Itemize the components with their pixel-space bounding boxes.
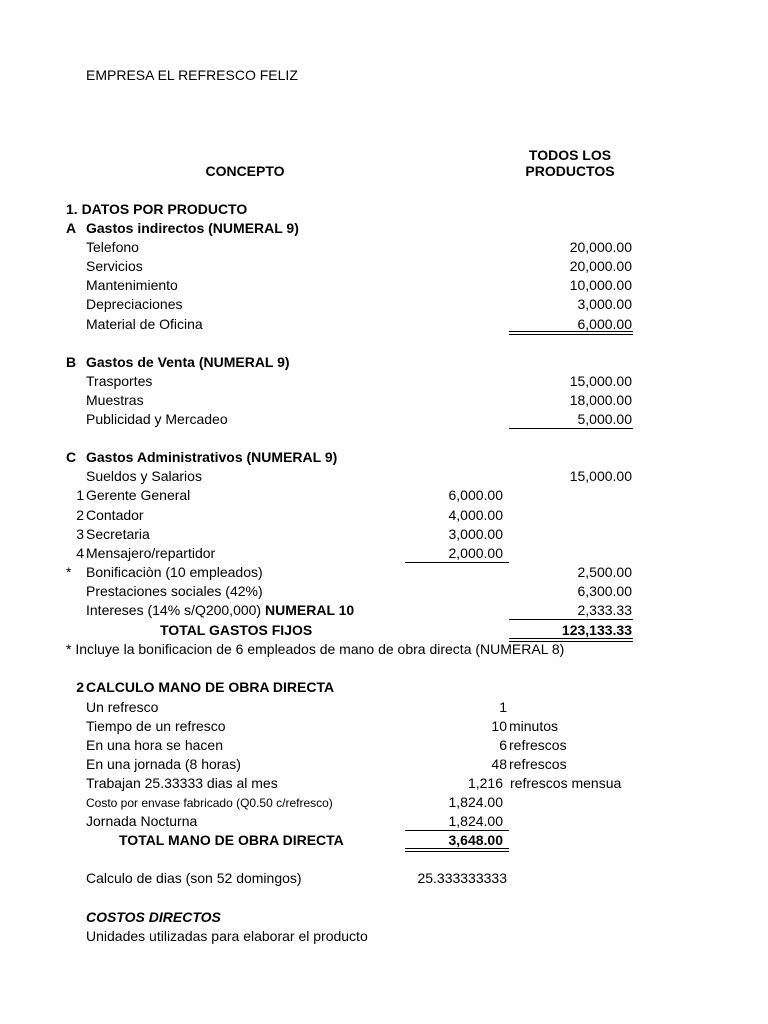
mod-row-value: 1: [499, 699, 507, 715]
calculo-dias-value: 25.333333333: [417, 870, 507, 886]
subC-title: Gastos Administrativos (NUMERAL 9): [86, 449, 338, 465]
costos-directos-subtitle: Unidades utilizadas para elaborar el producto: [86, 928, 368, 944]
costo-envase-label: Costo por envase fabricado (Q0.50 c/refresco): [86, 796, 333, 810]
subA-item-label: Mantenimiento: [86, 277, 178, 293]
staff-num: 4: [76, 545, 84, 561]
staff-num: 3: [76, 526, 84, 542]
total-gastos-fijos-label: TOTAL GASTOS FIJOS: [160, 622, 313, 638]
subA-item-label: Depreciaciones: [86, 296, 183, 312]
subB-letter: B: [66, 354, 77, 370]
mod-row-label: Un refresco: [86, 699, 159, 715]
mod-row-label: Tiempo de un refresco: [86, 718, 226, 734]
mod-row-unit: refrescos mensua: [510, 775, 622, 791]
page-title: EMPRESA EL REFRESCO FELIZ: [86, 67, 298, 83]
mod-subtotal-rule: [405, 830, 509, 831]
mod-row-unit: refrescos: [509, 737, 567, 753]
total-mod-rule: [405, 848, 509, 852]
intereses-row: [86, 602, 354, 618]
sueldos-label: Sueldos y Salarios: [86, 468, 202, 484]
subB-title: Gastos de Venta (NUMERAL 9): [86, 354, 290, 370]
costos-directos-title: COSTOS DIRECTOS: [86, 909, 221, 925]
subA-item-value: 20,000.00: [569, 239, 632, 255]
subA-title: Gastos indirectos (NUMERAL 9): [86, 220, 299, 236]
intereses-value: 2,333.33: [577, 602, 632, 618]
mod-row-value: 6: [499, 737, 507, 753]
subA-item-value: 6,000.00: [577, 316, 632, 332]
subB-item-value: 5,000.00: [577, 411, 632, 427]
staff-label: Gerente General: [86, 487, 191, 503]
mod-row-value: 1,216: [467, 775, 503, 791]
intereses-label: Intereses (14% s/Q200,000): [86, 602, 262, 618]
staff-value: 6,000.00: [448, 487, 503, 503]
subB-subtotal-rule: [509, 428, 633, 429]
total-mod-label: TOTAL MANO DE OBRA DIRECTA: [119, 832, 344, 848]
subA-letter: A: [66, 220, 77, 236]
concepto-header: CONCEPTO: [205, 163, 285, 179]
subB-item-value: 15,000.00: [569, 373, 632, 389]
subA-subtotal-rule: [509, 331, 633, 335]
subC-letter: C: [66, 449, 77, 465]
intereses-numeral: NUMERAL 10: [265, 602, 355, 618]
prest-label: Prestaciones sociales (42%): [86, 583, 263, 599]
calculo-dias-label: Calculo de dias (son 52 domingos): [86, 870, 302, 886]
mod-row-label: En una hora se hacen: [86, 737, 223, 753]
staff-value: 3,000.00: [448, 526, 503, 542]
staff-num: 2: [76, 507, 84, 523]
bonif-value: 2,500.00: [577, 564, 632, 580]
jornada-nocturna-label: Jornada Nocturna: [86, 813, 198, 829]
mod-row-label: Trabajan 25.33333 dias al mes: [86, 775, 278, 791]
subA-item-label: Telefono: [86, 239, 139, 255]
mod-row-value: 10: [491, 718, 507, 734]
bonif-label: Bonificaciòn (10 empleados): [86, 564, 263, 580]
bonif-mark: *: [66, 564, 72, 580]
costo-envase-value: 1,824.00: [448, 794, 503, 810]
footnote: * Incluye la bonificacion de 6 empleados de mano de obra directa (NUMERAL 8): [66, 641, 565, 657]
mod-row-unit: refrescos: [509, 756, 567, 772]
subA-item-value: 10,000.00: [569, 277, 632, 293]
mod-row-unit: minutos: [509, 718, 559, 734]
staff-value: 2,000.00: [448, 545, 503, 561]
subB-item-label: Publicidad y Mercadeo: [86, 411, 228, 427]
total-mod-value: 3,648.00: [448, 832, 503, 848]
subB-item-value: 18,000.00: [569, 392, 632, 408]
subB-item-label: Trasportes: [86, 373, 153, 389]
mod-row-label: En una jornada (8 horas): [86, 756, 241, 772]
section2-title: CALCULO MANO DE OBRA DIRECTA: [86, 679, 335, 695]
staff-label: Mensajero/repartidor: [86, 545, 216, 561]
sueldos-value: 15,000.00: [569, 468, 632, 484]
intereses-rule: [509, 619, 633, 620]
staff-subtotal-rule: [405, 562, 509, 563]
subA-item-label: Material de Oficina: [86, 316, 203, 332]
section2-num: 2: [76, 679, 84, 695]
subB-item-label: Muestras: [86, 392, 144, 408]
section1-title: 1. DATOS POR PRODUCTO: [66, 201, 248, 217]
todos-header-line1: TODOS LOS: [528, 147, 612, 163]
staff-label: Contador: [86, 507, 144, 523]
staff-label: Secretaria: [86, 526, 150, 542]
todos-header-line2: PRODUCTOS: [525, 163, 615, 179]
jornada-nocturna-value: 1,824.00: [448, 813, 503, 829]
subA-item-value: 20,000.00: [569, 258, 632, 274]
prest-value: 6,300.00: [577, 583, 632, 599]
total-gastos-fijos-value: 123,133.33: [561, 622, 632, 638]
subA-item-value: 3,000.00: [577, 296, 632, 312]
mod-row-value: 48: [491, 756, 507, 772]
subA-item-label: Servicios: [86, 258, 143, 274]
staff-num: 1: [76, 487, 84, 503]
staff-value: 4,000.00: [448, 507, 503, 523]
